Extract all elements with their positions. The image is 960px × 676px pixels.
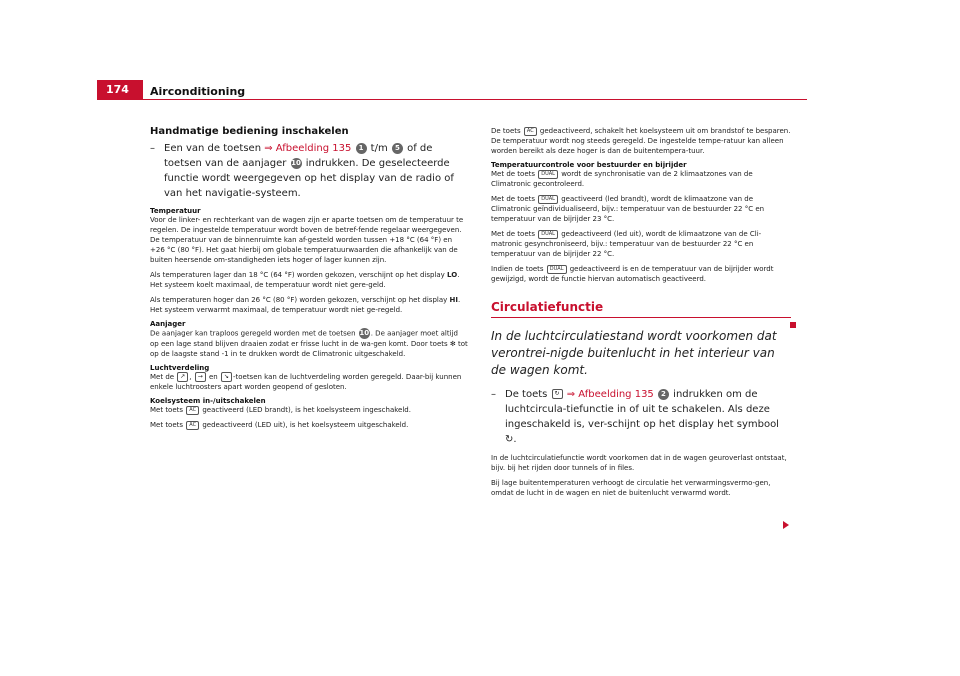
paragraph: Met de ↗ , → en ↘ -toetsen kan de luchtverdeling worden geregeld. Daar-bij kunnen enkele luchtroosters apart worden geopend of gesloten. [150, 373, 462, 391]
ac-key: AC [186, 406, 199, 415]
page-header-title: Airconditioning [150, 85, 246, 98]
subheading-dual: Temperatuurcontrole voor bestuurder en bijrijder [491, 161, 687, 169]
dual-key: DUAL [538, 230, 558, 239]
ac-key: AC [186, 421, 199, 430]
instruction-step: – Een van de toetsen ⇒ Afbeelding 135 1 t/m 5 of de toetsen van de aanjager 10 indrukken. De geselecteerde functie wordt weergegeven op het display van de radio of van het navigatie-systeem. [150, 143, 454, 199]
section-title: Circulatiefunctie [491, 300, 604, 314]
dual-key: DUAL [538, 195, 558, 204]
recirculation-icon: ↻ [505, 434, 514, 445]
recirculation-icon: ↻ [552, 389, 563, 399]
header-rule [143, 99, 807, 100]
paragraph: Als temperaturen hoger dan 26 °C (80 °F) worden gekozen, verschijnt op het display HI. Het systeem verwarmt maximaal, de temperatuur wordt niet ge-regeld. [150, 296, 461, 314]
air-distribution-icon: ↘ [221, 372, 232, 382]
intro-text: In de luchtcirculatiestand wordt voorkomen dat verontrei-nigde buitenlucht in het interieur van de wagen komt. [491, 329, 777, 377]
instruction-step: – De toets ↻ ⇒ Afbeelding 135 2 indrukken om de luchtcircula-tiefunctie in of uit te schakelen. Als deze ingeschakeld is, ver-schijnt op het display het symbool ↻. [491, 389, 779, 445]
dual-key: DUAL [538, 170, 558, 179]
subheading-air-distribution: Luchtverdeling [150, 364, 210, 372]
paragraph: Met de toets DUAL geactiveerd (led brandt), wordt de klimaatzone van de Climatronic geïndividualiseerd, bijv.: temperatuur van de bestuurder 22 °C en temperatuur van de bijrijder 23 °C. [491, 195, 765, 223]
subheading-fan: Aanjager [150, 320, 186, 328]
section-end-marker [790, 322, 796, 328]
paragraph: De toets AC gedeactiveerd, schakelt het koelsysteem uit om brandstof te besparen. De temperatuur wordt nog steeds geregeld. De ingestelde tempe-ratuur kan alleen worden bereikt als deze hoger is dan de buitentempera-tuur. [491, 127, 791, 155]
paragraph: Met toets AC geactiveerd (LED brandt), is het koelsysteem ingeschakeld. [150, 406, 411, 414]
left-column [150, 126, 468, 435]
paragraph: In de luchtcirculatiefunctie wordt voorkomen dat in de wagen geuroverlast ontstaat, bijv. bij het rijden door tunnels of in files. [491, 454, 787, 472]
page-number: 174 [97, 80, 143, 100]
paragraph: Met de toets DUAL gedeactiveerd (led uit), wordt de klimaatzone van de Cli-matronic gesynchroniseerd, bijv.: temperatuur van de bestuurder 22 °C en temperatuur van de bijrijder 22 °C. [491, 230, 762, 258]
figure-link[interactable]: ⇒ Afbeelding 135 [264, 143, 352, 154]
subheading-cooling: Koelsysteem in-/uitschakelen [150, 397, 266, 405]
continue-arrow-icon [783, 521, 789, 529]
air-distribution-icon: ↗ [177, 372, 188, 382]
subheading-temperature: Temperatuur [150, 207, 201, 215]
callout-badge: 10 [359, 329, 370, 337]
air-distribution-icon: → [195, 372, 206, 382]
paragraph: Voor de linker- en rechterkant van de wagen zijn er aparte toetsen om de temperatuur te regelen. De ingestelde temperatuur wordt boven de betref-fende regelaar weergegeven. De temperatuur van de binnenruimte kan af-gesteld worden tussen +18 °C (64 °F) en +26 °C (80 °F). Het gaat hierbij om globale temperatuurwaarden die afhankelijk van de buiten heersende om-standigheden iets hoger of lager kunnen zijn. [150, 216, 464, 264]
dual-key: DUAL [547, 265, 567, 274]
right-column [491, 126, 791, 503]
section-heading: Handmatige bediening inschakelen [150, 126, 349, 137]
callout-badge: 10 [291, 158, 301, 167]
section-rule [491, 317, 791, 318]
paragraph: Indien de toets DUAL gedeactiveerd is en de temperatuur van de bijrijder wordt gewijzigd, wordt de functie hiervan automatisch geactiveerd. [491, 265, 774, 283]
callout-badge: 5 [392, 143, 403, 154]
callout-badge: 2 [658, 389, 669, 400]
paragraph: Met de toets DUAL wordt de synchronisatie van de 2 klimaatzones van de Climatronic gecontroleerd. [491, 170, 753, 188]
figure-link[interactable]: ⇒ Afbeelding 135 [563, 389, 657, 400]
paragraph: Bij lage buitentemperaturen verhoogt de circulatie het verwarmingsvermo-gen, omdat de lucht in de wagen en niet de buitenlucht verwarmd wordt. [491, 479, 771, 497]
callout-badge: 1 [356, 143, 367, 154]
paragraph: Als temperaturen lager dan 18 °C (64 °F) worden gekozen, verschijnt op het display LO. Het systeem koelt maximaal, de temperatuur wordt niet gere-geld. [150, 271, 460, 289]
paragraph: Met toets AC gedeactiveerd (LED uit), is het koelsysteem uitgeschakeld. [150, 421, 409, 429]
paragraph: De aanjager kan traploos geregeld worden met de toetsen 10 . De aanjager moet altijd op een lage stand blijven draaien zodat er frisse lucht in de wa-gen komt. Door toets ✻ tot op de laagste stand -1 in te drukken wordt de Climatronic uitgeschakeld. [150, 329, 468, 358]
ac-key: AC [524, 127, 537, 136]
fan-icon: ✻ [449, 340, 456, 348]
